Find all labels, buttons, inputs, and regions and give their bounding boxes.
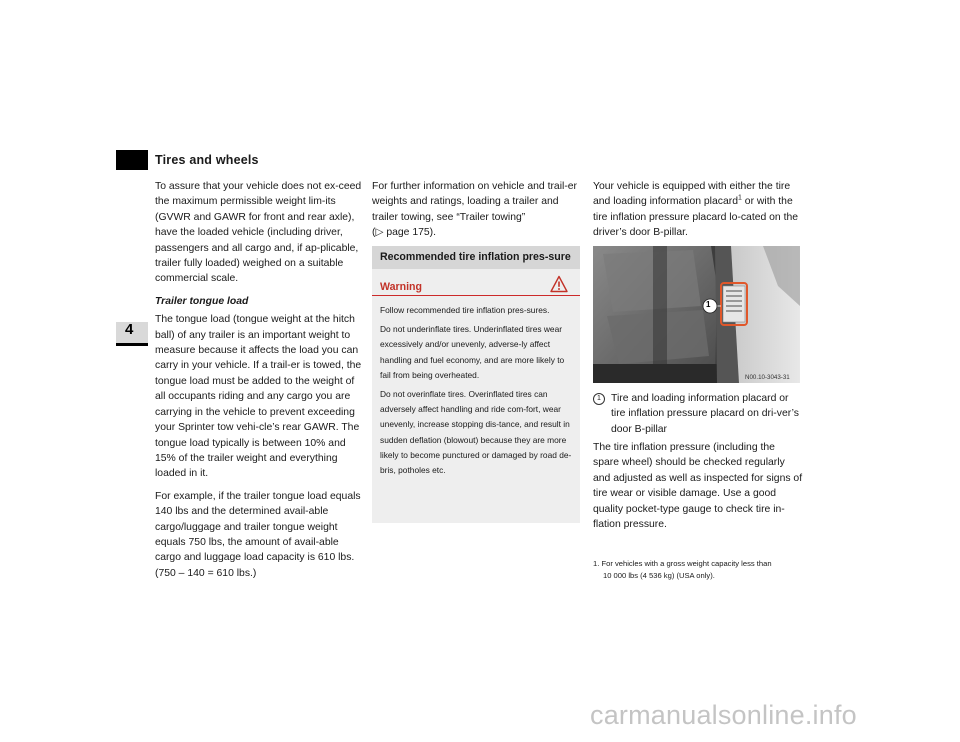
further-info-text: For further information on vehicle and trail-er weights and ratings, loading a trailer and trailer towing, see “Trailer towing” [372, 181, 578, 223]
warning-body [372, 296, 580, 478]
placard-paragraph [593, 179, 803, 241]
image-reference-code: N00.10-3043-31 [745, 374, 790, 381]
legend-text: Tire and loading information placard or tire inflation pressure placard on dri-ver’s door B-pillar [611, 393, 799, 435]
warning-paragraph-1: Follow recommended tire inflation pres-sures. [380, 305, 550, 315]
inflation-check-paragraph: The tire inflation pressure (including the spare wheel) should be checked regularly and adjusted as well as inspected for signs of tire wear or visible damage. Use a good quality pocket-type gauge to check tire in-flation pressure. [593, 442, 803, 531]
column-3 [593, 179, 803, 248]
footnote [593, 558, 803, 581]
inflation-box-title: Recommended tire inflation pres-sure [372, 246, 580, 269]
chapter-underline [116, 343, 148, 346]
section-title: Tires and wheels [155, 153, 259, 167]
further-info-paragraph [372, 179, 582, 241]
page-reference-link[interactable]: (▷ page 175). [372, 227, 437, 239]
footnote-marker: 1 [738, 194, 742, 202]
warning-label: Warning [380, 281, 422, 293]
warning-triangle-icon [550, 275, 568, 293]
footnote-number: 1. [593, 559, 600, 568]
placard-text-b: or with the tire inflation pressure placard lo-cated on the driver’s door B-pillar. [593, 196, 799, 239]
footnote-text-line2: 10 000 lbs (4 536 kg) (USA only). [603, 570, 715, 580]
column-2 [372, 179, 582, 241]
column-1 [155, 179, 365, 588]
warning-paragraph-2: Do not underinflate tires. Underinflated tires wear excessively and/or unevenly, adverse-ly affect handling and fuel economy, and are more likely to fail from being overheated. [380, 324, 565, 380]
footnote-text-line1: For vehicles with a gross weight capacity less than [601, 559, 772, 568]
example-paragraph: For example, if the trailer tongue load equals 140 lbs and the determined avail-able cargo/luggage and trailer tongue weight equals 750 lbs, the amount of avail-able cargo and luggage load capacity is 610 lbs. (750 – 140 = 610 lbs.) [155, 490, 361, 579]
trailer-tongue-heading: Trailer tongue load [155, 295, 249, 307]
legend-number-badge: 1 [593, 393, 605, 405]
warning-paragraph-3: Do not overinflate tires. Overinflated tires can adversely affect handling and ride com-fort, wear unevenly, increase stopping dis-tance, and result in sudden deflation (blowout) because they are more likely to become punctured or damaged by road de-bris, potholes etc. [380, 389, 572, 476]
warning-header [372, 269, 580, 296]
site-watermark: carmanualsonline.info [590, 700, 857, 730]
photo-callout-number: 1 [706, 300, 711, 309]
weight-paragraph: To assure that your vehicle does not ex-ceed the maximum permissible weight lim-its (GVWR and GAWR for front and rear axle), have the loaded vehicle (including driver, passengers and all cargo and, if ap-plicable, trailer fully loaded) weighed on a suitable commercial scale. [155, 181, 362, 285]
chapter-number: 4 [125, 321, 134, 338]
placard-text-a: Your vehicle is equipped with either the tire and loading information placard [593, 181, 791, 208]
photo-legend [593, 391, 803, 437]
tongue-load-paragraph: The tongue load (tongue weight at the hitch ball) of any trailer is an important weight to measure because it affects the load you can carry in your vehicle. If a trail-er is towed, the tongue load must be added to the weight of all occupants riding and any cargo you are carrying in the vehicle to prevent exceeding your Sprinter tow vehi-cle’s rear GAWR. The tongue load typically is between 10% and 15% of the trailer weight and everything loaded in it. [155, 314, 362, 480]
door-pillar-photo [593, 246, 800, 383]
inflation-pressure-box [372, 246, 580, 523]
seat-and-pillar-illustration [593, 246, 800, 383]
header-tab-marker [116, 150, 148, 170]
